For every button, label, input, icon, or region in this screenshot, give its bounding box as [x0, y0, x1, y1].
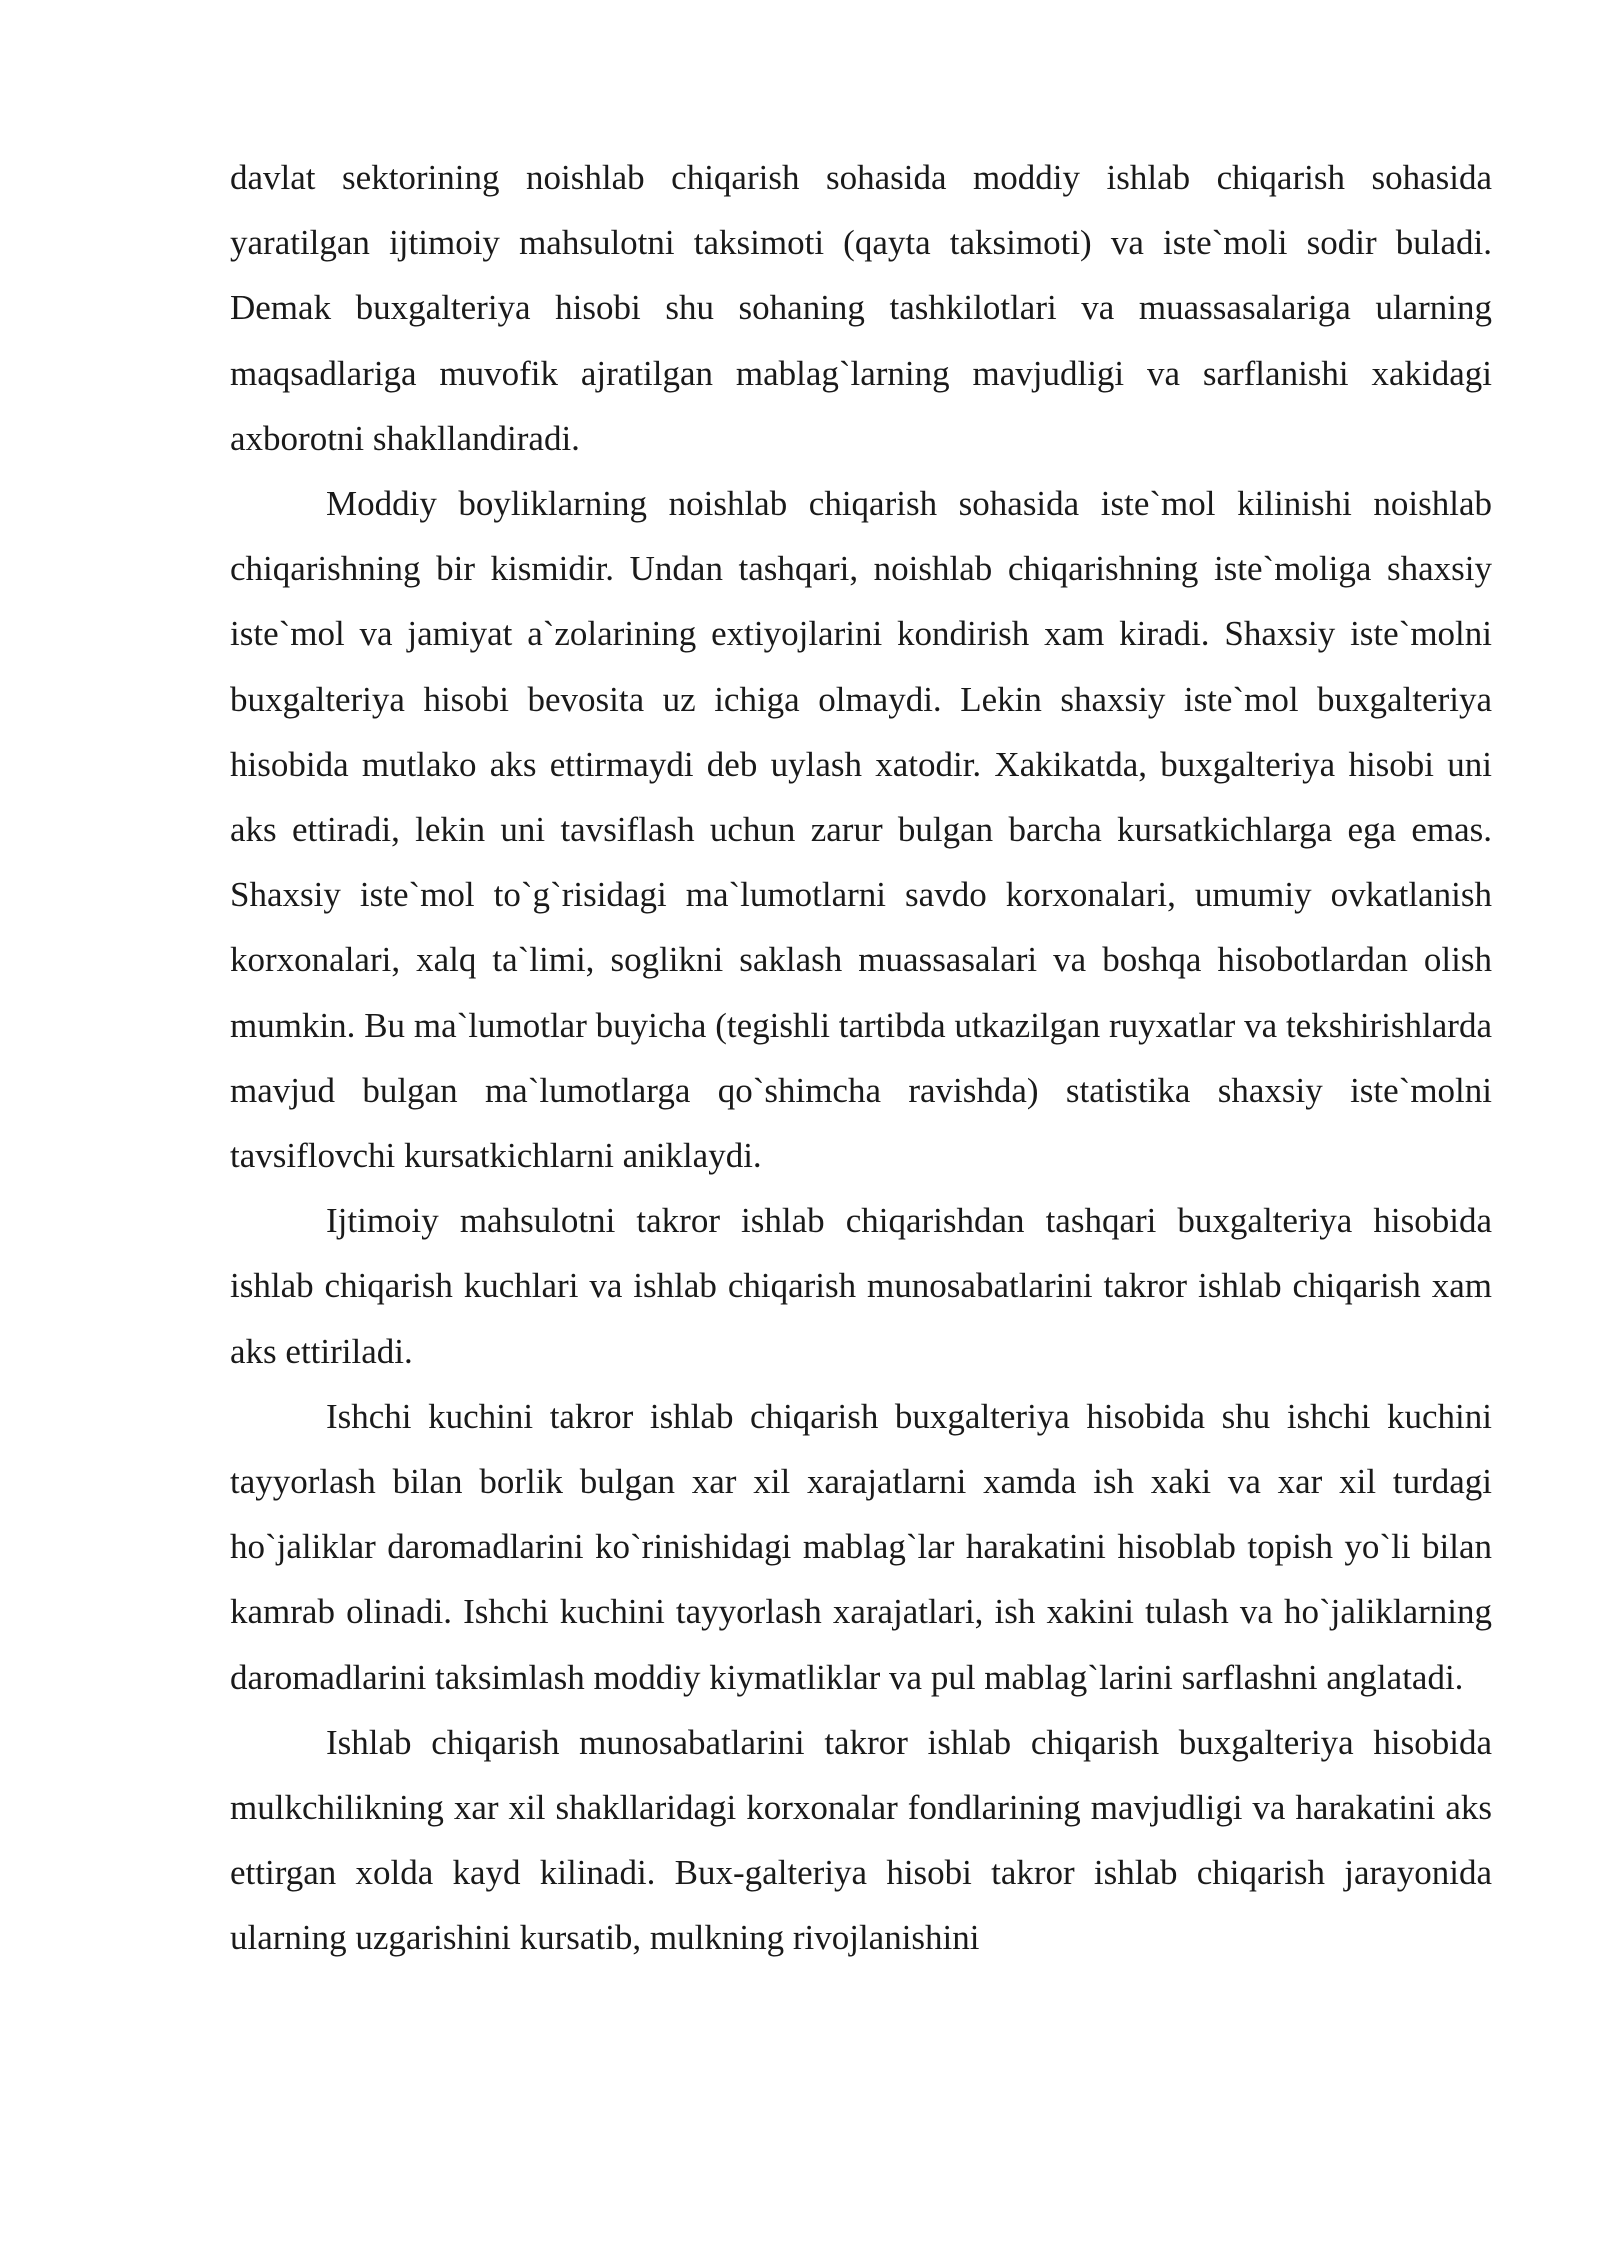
paragraph-5: Ishlab chiqarish munosabatlarini takror ishlab chiqarish buxgalteriya hisobida mulkchilikning xar xil shakllaridagi korxonalar fondlarining mavjudligi va harakatini aks ettirgan xolda kayd kilinadi. Bux-galteriya hisobi takror ishlab chiqarish jarayonida ularning uzgarishini kursatib, mulkning rivojlanishini	[230, 1722, 1492, 1958]
paragraph-3: Ijtimoiy mahsulotni takror ishlab chiqarishdan tashqari buxgalteriya hisobida ishlab chiqarish kuchlari va ishlab chiqarish munosabatlarini takror ishlab chiqarish xam aks ettiriladi.	[230, 1201, 1492, 1371]
paragraph-2: Moddiy boyliklarning noishlab chiqarish sohasida iste`mol kilinishi noishlab chiqarishning bir kismidir. Undan tashqari, noishlab chiqarishning iste`moliga shaxsiy iste`mol va jamiyat a`zolarining extiyojlarini kondirish xam kiradi. Shaxsiy iste`molni buxgalteriya hisobi bevosita uz ichiga olmaydi. Lekin shaxsiy iste`mol buxgalteriya hisobida mutlako aks ettirmaydi deb uylash xatodir. Xakikatda, buxgalteriya hisobi uni aks ettiradi, lekin uni tavsiflash uchun zarur bulgan barcha kursatkichlarga ega emas. Shaxsiy iste`mol to`g`risidagi ma`lumotlarni savdo korxonalari, umumiy ovkatlanish korxonalari, xalq ta`limi, soglikni saklash muassasalari va boshqa hisobotlardan olish mumkin. Bu ma`lumotlar buyicha (tegishli tartibda utkazilgan ruyxatlar va tekshirishlarda mavjud bulgan ma`lumotlarga qo`shimcha ravishda) statistika shaxsiy iste`molni tavsiflovchi kursatkichlarni aniklaydi.	[230, 484, 1492, 1176]
paragraph-1: davlat sektorining noishlab chiqarish sohasida moddiy ishlab chiqarish sohasida yaratilgan ijtimoiy mahsulotni taksimoti (qayta taksimoti) va iste`moli sodir buladi. Demak buxgalteriya hisobi shu sohaning tashkilotlari va muassasalariga ularning maqsadlariga muvofik ajratilgan mablag`larning mavjudligi va sarflanishi xakidagi axborotni shakllandiradi.	[230, 158, 1492, 458]
body-text	[230, 145, 1492, 1971]
paragraph-4: Ishchi kuchini takror ishlab chiqarish buxgalteriya hisobida shu ishchi kuchini tayyorlash bilan borlik bulgan xar xil xarajatlarni xamda ish xaki va xar xil turdagi ho`jaliklar daromadlarini ko`rinishidagi mablag`lar harakatini hisoblab topish yo`li bilan kamrab olinadi. Ishchi kuchini tayyorlash xarajatlari, ish xakini tulash va ho`jaliklarning daromadlarini taksimlash moddiy kiymatliklar va pul mablag`larini sarflashni anglatadi.	[230, 1396, 1492, 1697]
